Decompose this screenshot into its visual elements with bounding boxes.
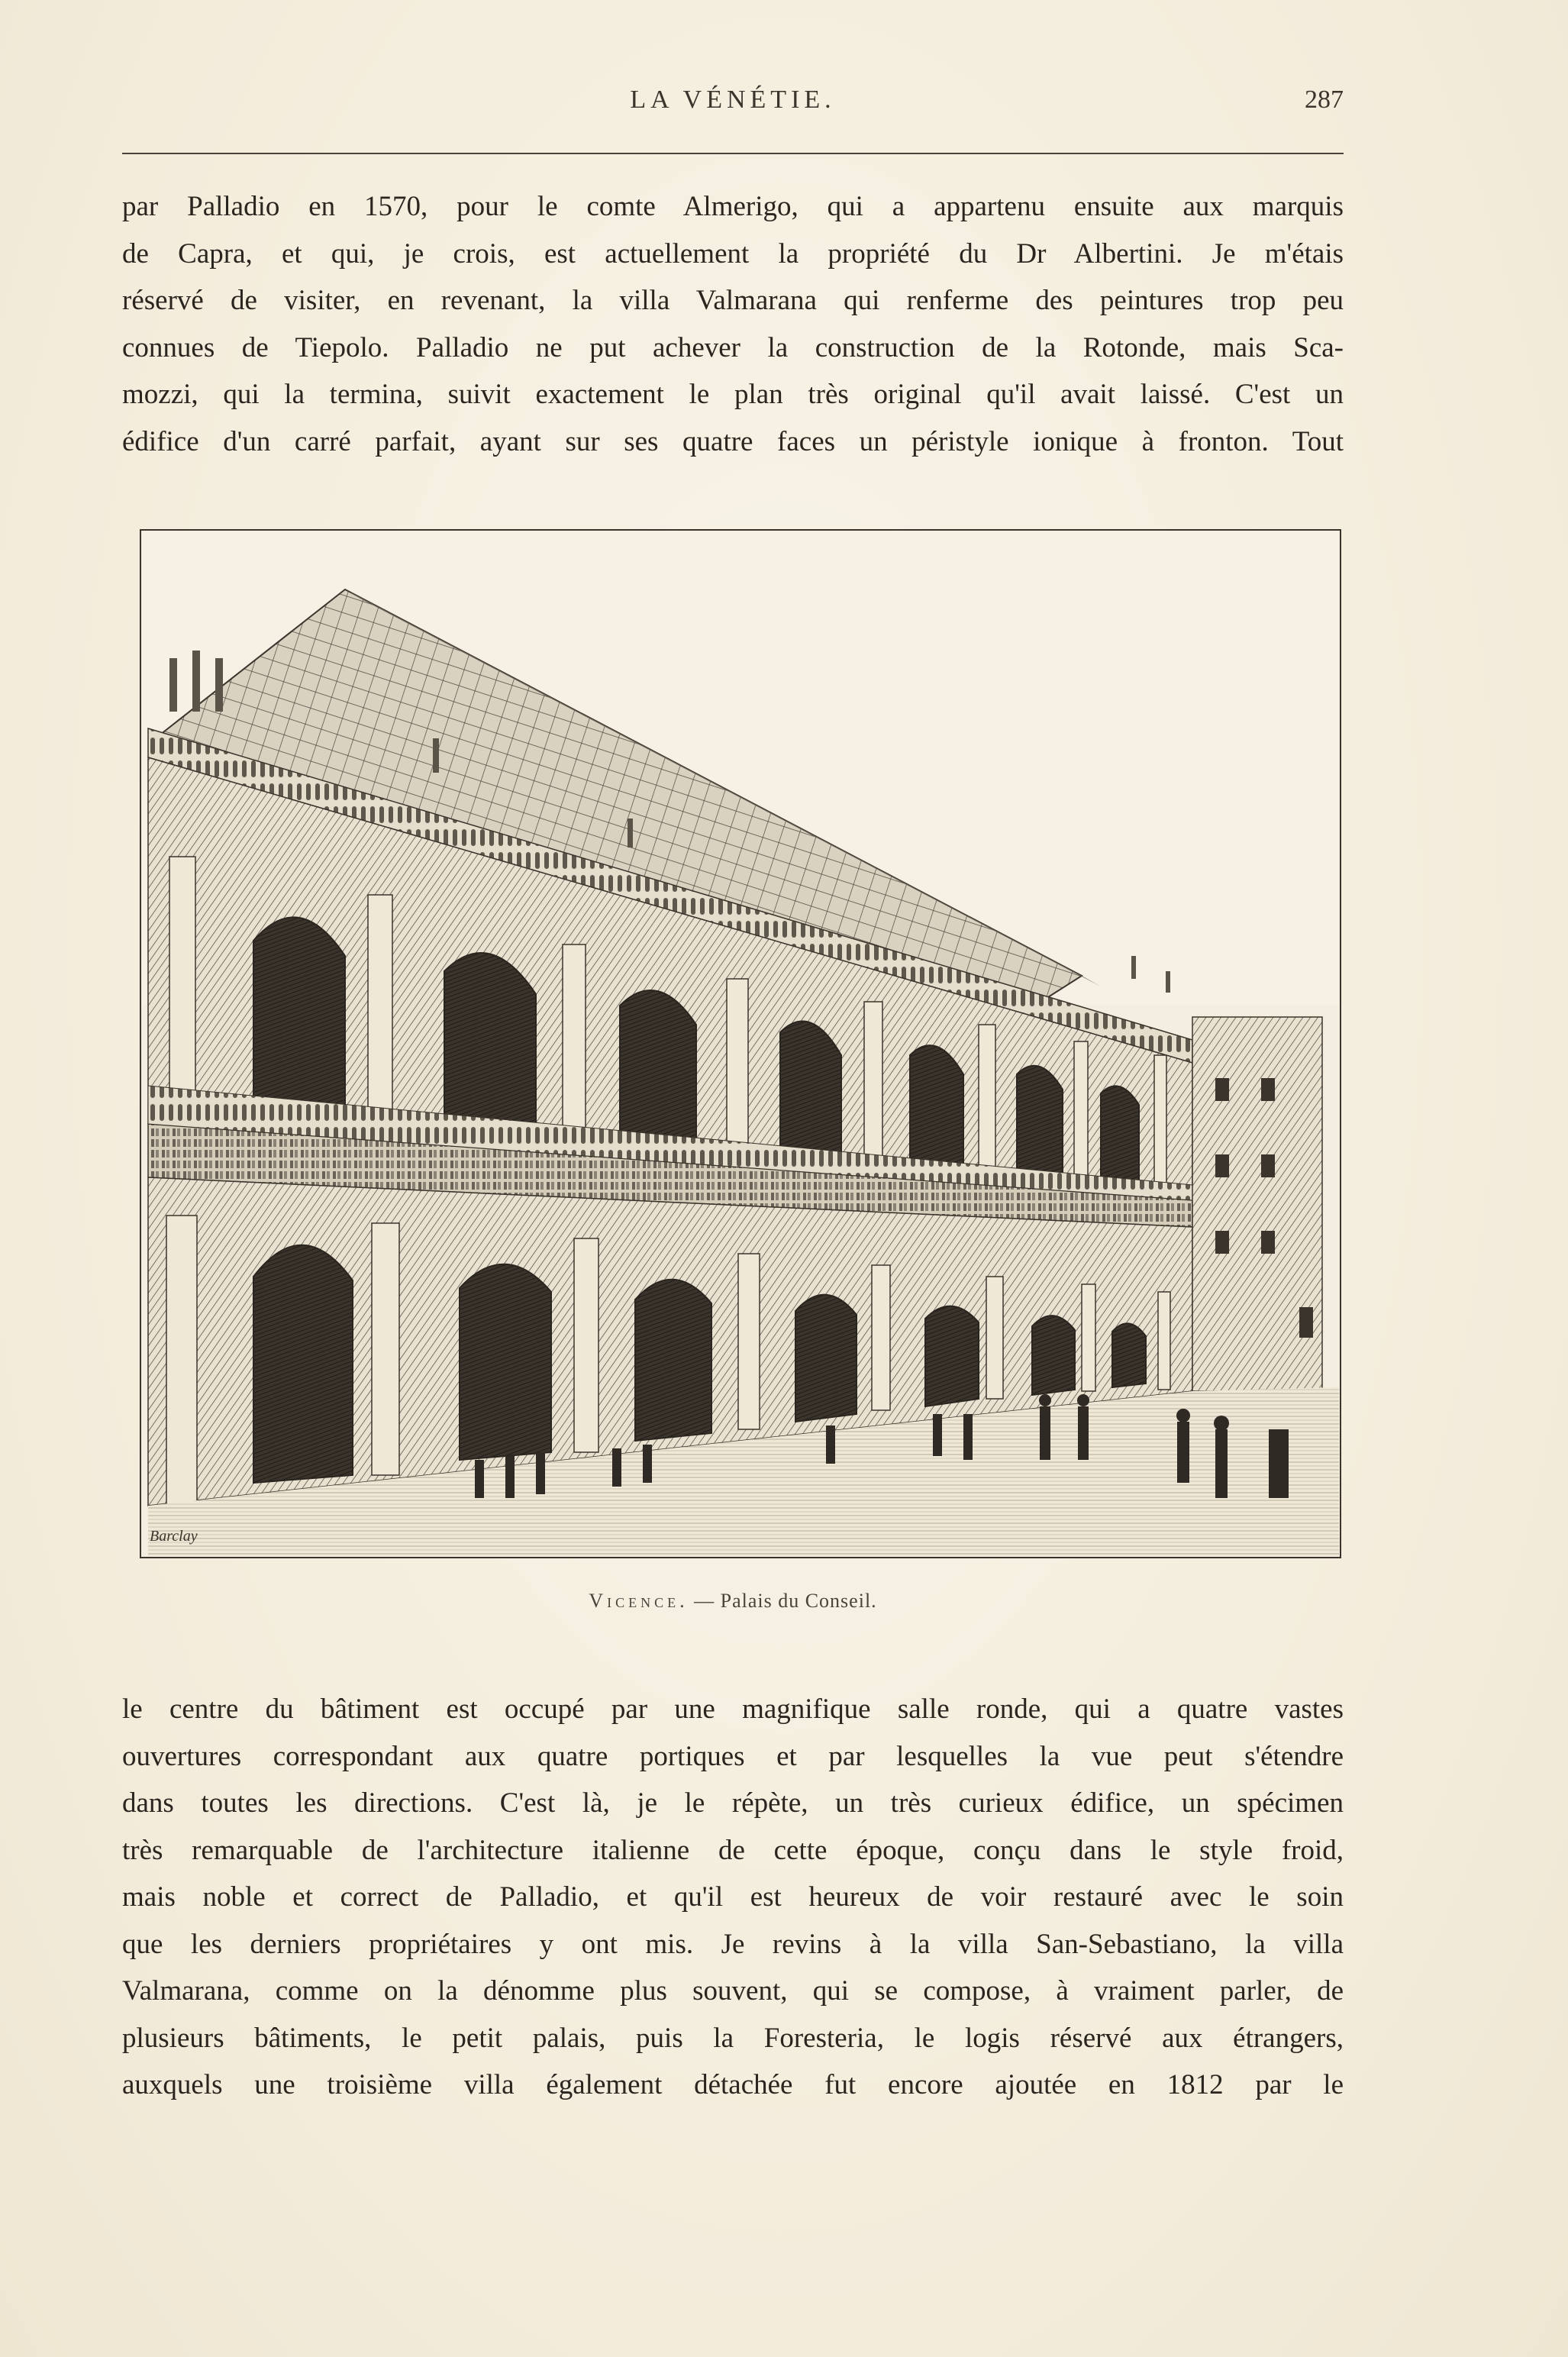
text-line: mozzi, qui la termina, suivit exactement le plan très original qu'il avait laissé. C'est un	[122, 379, 1344, 410]
page-number: 287	[1305, 86, 1344, 114]
paragraph-bottom	[122, 1686, 1344, 2109]
text-line: par Palladio en 1570, pour le comte Almerigo, qui a appartenu ensuite aux marquis	[122, 191, 1344, 222]
text-line: Valmarana, comme on la dénomme plus souvent, qui se compose, à vraiment parler, de	[122, 1975, 1344, 2007]
engraving-palais-du-conseil	[139, 528, 1342, 1559]
text-line: que les derniers propriétaires y ont mis. Je revins à la villa San-Sebastiano, la villa	[122, 1928, 1344, 1960]
text-line: de Capra, et qui, je crois, est actuellement la propriété du Dr Albertini. Je m'étais	[122, 237, 1344, 270]
text-line: le centre du bâtiment est occupé par une magnifique salle ronde, qui a quatre vastes	[122, 1693, 1344, 1725]
text-line: très remarquable de l'architecture italienne de cette époque, conçu dans le style froid,	[122, 1834, 1344, 1866]
text-line: connues de Tiepolo. Palladio ne put achever la construction de la Rotonde, mais Sca-	[122, 331, 1344, 363]
text-line: réservé de visiter, en revenant, la villa Valmarana qui renferme des peintures trop peu	[122, 285, 1344, 316]
header-rule	[122, 153, 1344, 154]
paragraph-top	[122, 183, 1344, 465]
text-line: dans toutes les directions. C'est là, je le répète, un très curieux édifice, un spécimen	[122, 1787, 1344, 1819]
running-title: LA VÉNÉTIE.	[630, 86, 836, 114]
text-line: auxquels une troisième villa également détachée fut encore ajoutée en 1812 par le	[122, 2069, 1344, 2100]
caption-place: Vicence.	[589, 1590, 689, 1612]
caption-title: Palais du Conseil.	[720, 1590, 877, 1612]
figure-caption	[122, 1590, 1344, 1613]
text-line: mais noble et correct de Palladio, et qu'il est heureux de voir restauré avec le soin	[122, 1881, 1344, 1913]
engraver-signature: Barclay	[150, 1528, 198, 1545]
text-line: plusieurs bâtiments, le petit palais, puis la Foresteria, le logis réservé aux étrangers,	[122, 2022, 1344, 2054]
caption-dash: —	[688, 1590, 721, 1612]
running-head	[122, 86, 1344, 131]
text-line: ouvertures correspondant aux quatre portiques et par lesquelles la vue peut s'étendre	[122, 1740, 1344, 1772]
engraving-figure	[139, 528, 1342, 1559]
text-line: édifice d'un carré parfait, ayant sur ses quatre faces un péristyle ionique à fronton. Tout	[122, 425, 1344, 457]
